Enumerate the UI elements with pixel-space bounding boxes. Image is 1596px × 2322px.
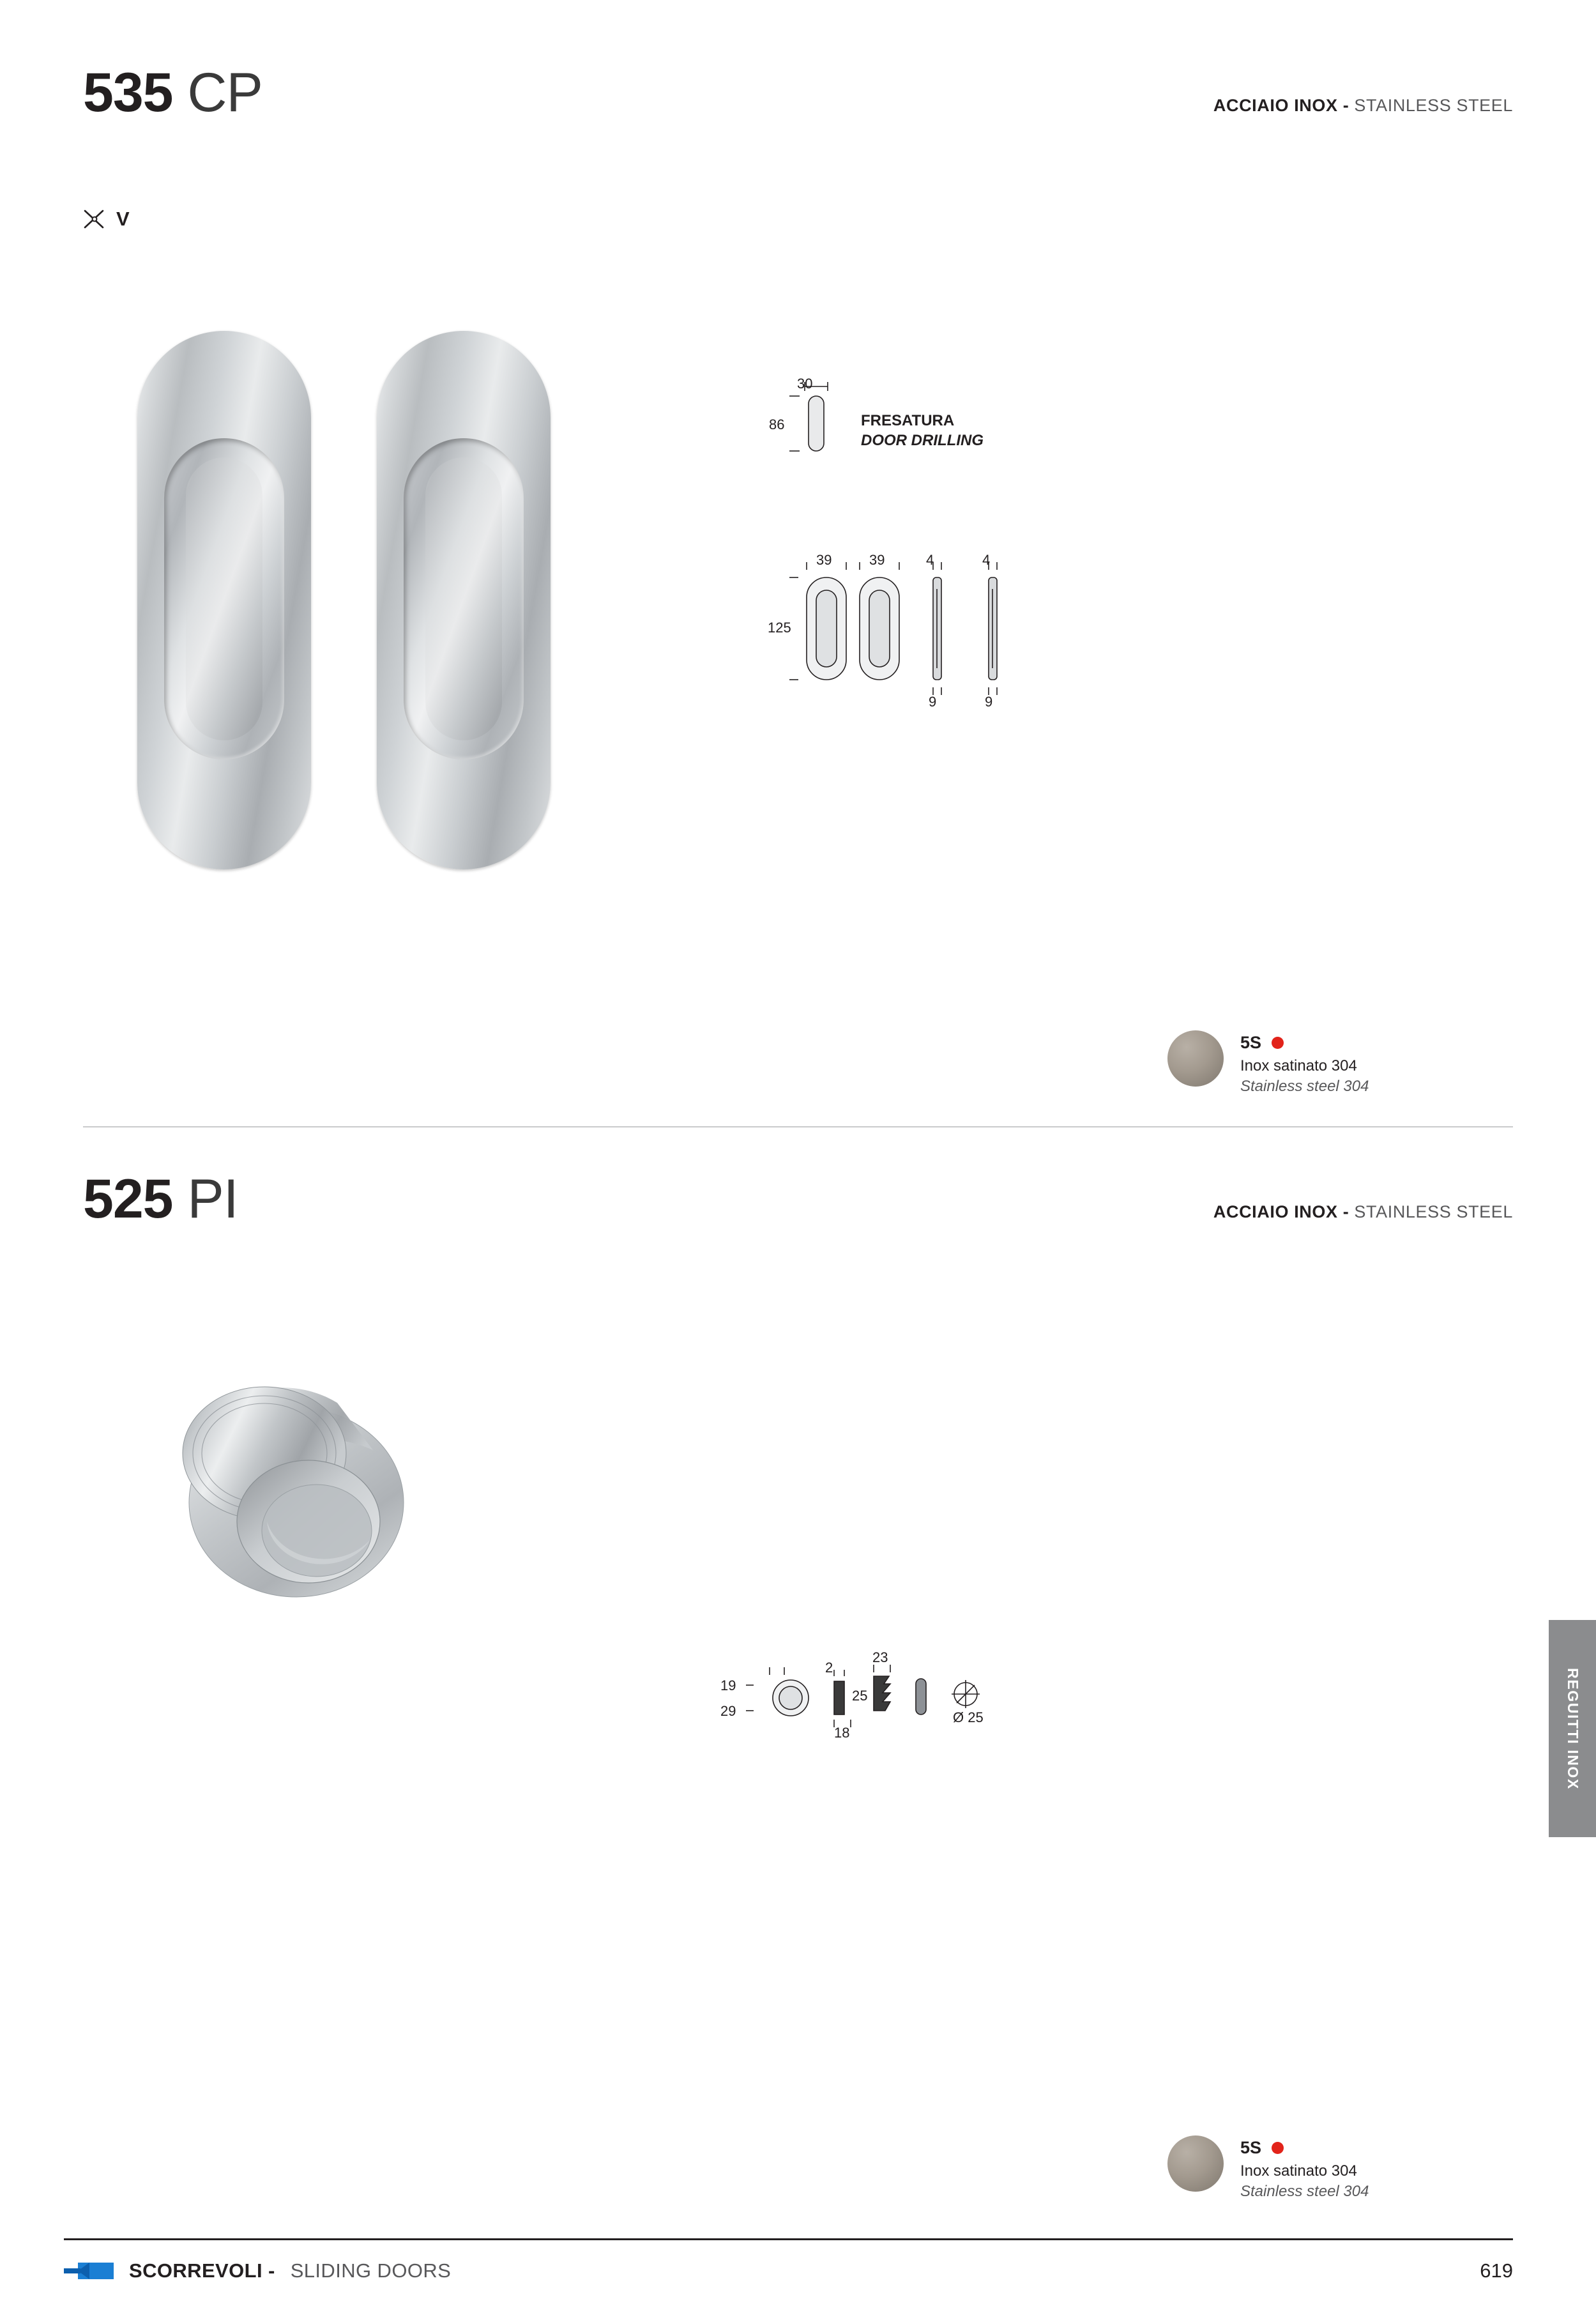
finish-swatch-525: [1167, 2135, 1224, 2192]
plate-height-label: 125: [768, 620, 791, 636]
finish-swatch-535: [1167, 1030, 1224, 1087]
thickness-2-label: 4: [982, 552, 991, 568]
material-label-it: ACCIAIO INOX -: [1213, 96, 1349, 115]
product-code-suffix: PI: [187, 1168, 238, 1230]
dim-diameter-label: Ø 25: [953, 1709, 984, 1725]
finish-name-it-525: Inox satinato 304: [1240, 2162, 1357, 2180]
drilling-drawing-535: [769, 369, 1046, 491]
material-label-it: ACCIAIO INOX -: [1213, 1202, 1349, 1221]
drill-width-label: 30: [797, 376, 813, 392]
material-label-525: [1213, 1202, 1513, 1222]
dim-2-label: 2: [825, 1660, 833, 1676]
page-footer: [64, 2259, 1513, 2282]
material-label-en: STAINLESS STEEL: [1354, 1202, 1513, 1221]
drilling-title-it: FRESATURA: [861, 412, 955, 429]
product-code-525: [83, 1168, 238, 1231]
side-tab-label: REGUITTI INOX: [1564, 1667, 1581, 1790]
plate-width-2-label: 39: [869, 552, 885, 568]
finish-name-en-535: Stainless steel 304: [1240, 1078, 1369, 1096]
dim-23-label: 23: [872, 1649, 888, 1665]
finish-code-535: [1240, 1033, 1369, 1053]
thickness-1-label: 4: [926, 552, 934, 568]
dim-25-label: 25: [852, 1688, 868, 1704]
footer-category-it: SCORREVOLI -: [129, 2259, 275, 2282]
finish-dot-icon: [1272, 2142, 1284, 2154]
finish-code-text: 5S: [1240, 1033, 1262, 1052]
drill-height-label: 86: [769, 416, 785, 432]
material-label-en: STAINLESS STEEL: [1354, 96, 1513, 115]
product-code-number: 535: [83, 62, 173, 123]
dim-29-label: 29: [720, 1703, 736, 1719]
product-image-535-right: [377, 331, 551, 869]
plate-width-1-label: 39: [816, 552, 832, 568]
finish-name-it-535: Inox satinato 304: [1240, 1057, 1357, 1074]
drilling-title-en: DOOR DRILLING: [861, 431, 984, 449]
product-code-535: [83, 61, 262, 125]
dimension-drawings-535: [768, 551, 1072, 717]
sliding-door-icon: [64, 2260, 114, 2282]
product-header-525: [83, 1168, 1513, 1231]
finish-name-en-525: Stainless steel 304: [1240, 2183, 1369, 2201]
finish-block-525: [1167, 2135, 1369, 2203]
dim-19-label: 19: [720, 1677, 736, 1693]
depth-2-label: 9: [985, 694, 993, 710]
finish-dot-icon: [1272, 1037, 1284, 1049]
depth-1-label: 9: [929, 694, 937, 710]
scissors-cut-icon: [82, 208, 107, 230]
dim-18-label: 18: [834, 1725, 850, 1741]
material-label-535: [1213, 96, 1513, 116]
variant-label-535: V: [116, 208, 130, 230]
footer-divider: [64, 2238, 1513, 2240]
product-header-535: [83, 61, 1513, 125]
product-code-number: 525: [83, 1168, 173, 1230]
side-tab-brand: [1549, 1620, 1596, 1837]
product-image-525: [146, 1354, 427, 1610]
section-divider: [83, 1126, 1513, 1127]
drilling-caption: [861, 411, 984, 450]
dimension-drawings-525: [709, 1648, 1041, 1750]
finish-code-525: [1240, 2138, 1369, 2158]
finish-code-text: 5S: [1240, 2138, 1262, 2157]
footer-category-en: SLIDING DOORS: [290, 2259, 452, 2282]
finish-block-535: [1167, 1030, 1369, 1097]
page-number: 619: [1480, 2259, 1513, 2282]
product-code-suffix: CP: [187, 62, 262, 123]
product-image-535-left: [137, 331, 311, 869]
icon-row-535: [82, 208, 130, 231]
